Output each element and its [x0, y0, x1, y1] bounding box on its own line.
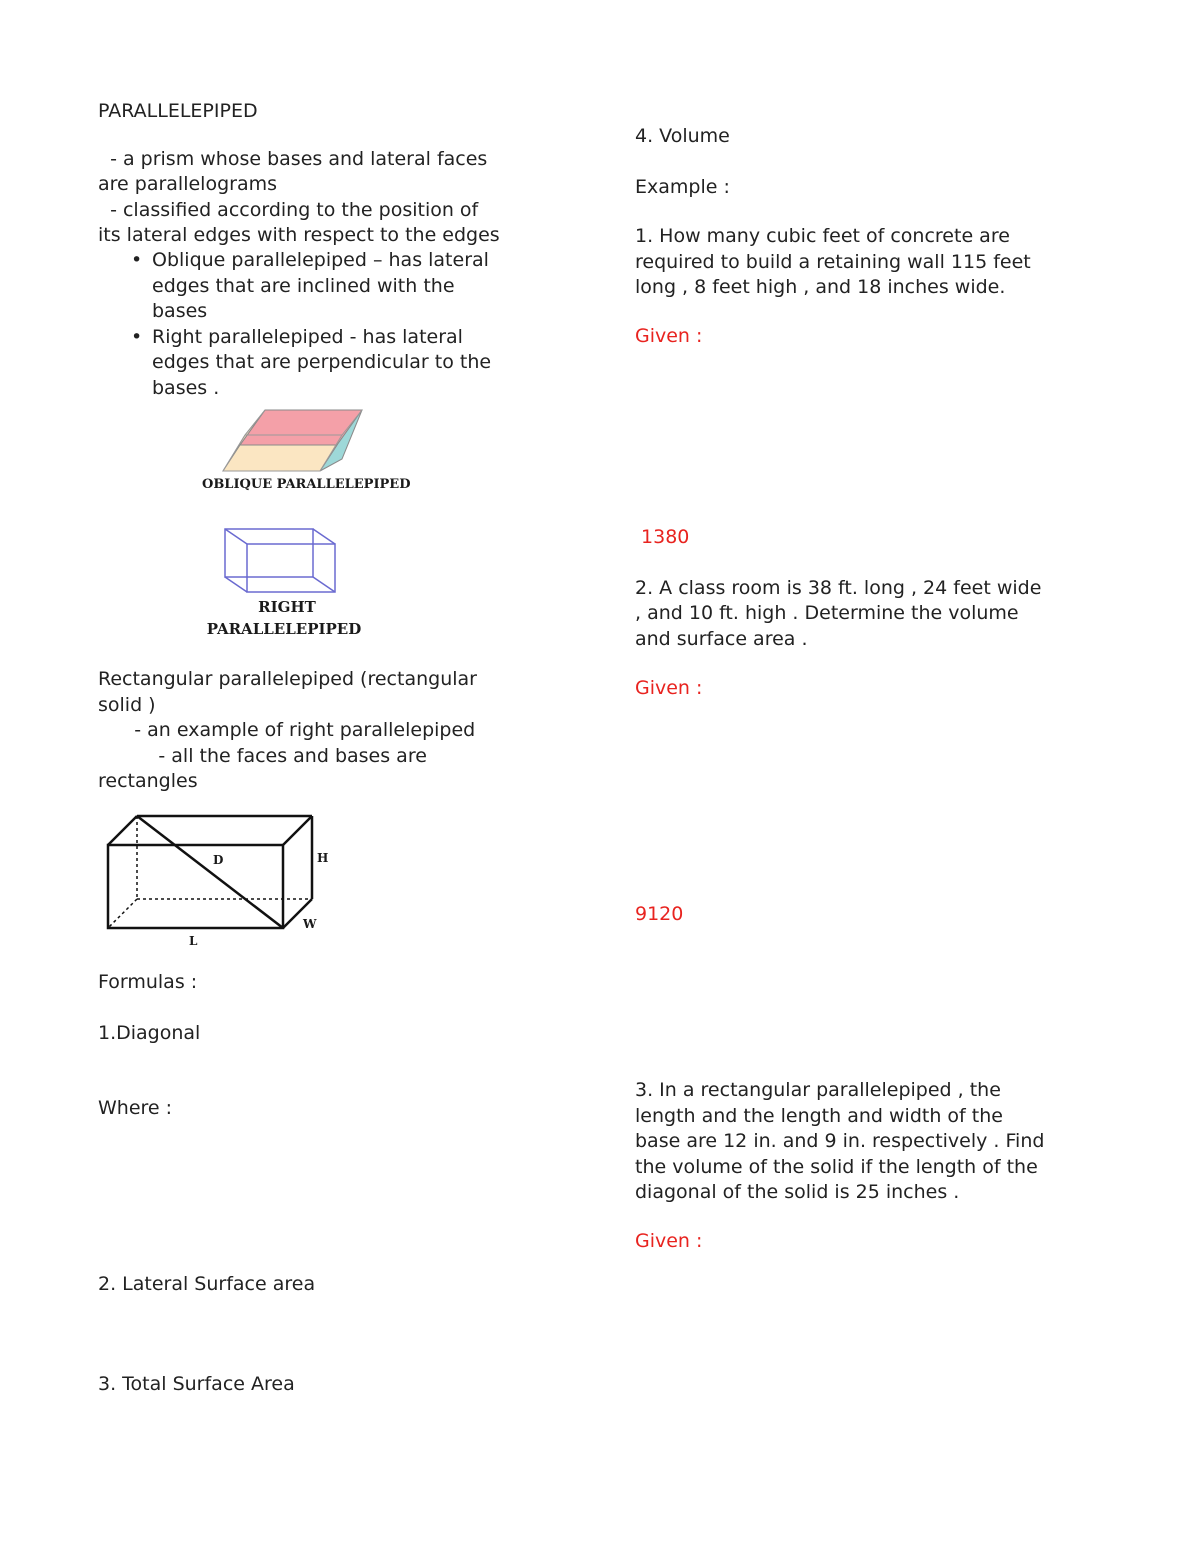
list-item-text: edges that are perpendicular to the [152, 351, 492, 373]
height-label: H [317, 851, 329, 865]
list-item [98, 325, 491, 402]
definition-line: - a prism whose bases and lateral faces [98, 148, 488, 170]
answer-2: 9120 [635, 903, 684, 925]
oblique-parallelepiped-figure [195, 405, 415, 497]
formula-total-surface-area: 3. Total Surface Area [98, 1373, 295, 1395]
rectangular-solid-line: - an example of right parallelepiped [98, 719, 476, 741]
classification-line: - classified according to the position of [98, 199, 479, 221]
question-3-line: base are 12 in. and 9 in. respectively . Find [635, 1130, 1045, 1152]
given-label-3: Given : [635, 1230, 703, 1252]
bullet-icon: • [131, 249, 143, 271]
question-3-line: the volume of the solid if the length of the [635, 1156, 1038, 1178]
bullet-icon: • [131, 325, 143, 348]
question-1-line: 1. How many cubic feet of concrete are [635, 225, 1010, 247]
question-1-line: required to build a retaining wall 115 feet [635, 251, 1031, 273]
formula-diagonal: 1.Diagonal [98, 1022, 201, 1044]
formulas-heading: Formulas : [98, 971, 198, 993]
parallelepiped-types-list [98, 248, 491, 401]
rectangular-solid-line: solid ) [98, 694, 156, 716]
list-item-text: bases [152, 300, 208, 322]
question-2-line: and surface area . [635, 628, 808, 650]
given-label-2: Given : [635, 677, 703, 699]
definition-line: are parallelograms [98, 173, 277, 195]
page-title: PARALLELEPIPED [98, 100, 258, 122]
length-label: L [189, 934, 198, 948]
question-3-line: length and the length and width of the [635, 1105, 1003, 1127]
right-parallelepiped-figure [200, 524, 370, 644]
figure-label: OBLIQUE PARALLELEPIPED [202, 477, 411, 492]
given-label-1: Given : [635, 325, 703, 347]
figure-label: RIGHT [258, 598, 316, 616]
question-1-line: long , 8 feet high , and 18 inches wide. [635, 276, 1006, 298]
question-2-line: 2. A class room is 38 ft. long , 24 feet wide [635, 577, 1042, 599]
rectangular-solid-line: Rectangular parallelepiped (rectangular [98, 668, 477, 690]
figure-label: PARALLELEPIPED [206, 620, 362, 638]
question-3-line: diagonal of the solid is 25 inches . [635, 1181, 960, 1203]
rectangular-solid-line: rectangles [98, 770, 198, 792]
question-2-line: , and 10 ft. high . Determine the volume [635, 602, 1019, 624]
list-item-text: edges that are inclined with the [152, 274, 455, 297]
list-item-text: Right parallelepiped - has lateral [152, 325, 463, 348]
width-label: W [303, 917, 317, 931]
list-item-text: Oblique parallelepiped – has lateral [152, 249, 489, 271]
question-3-line: 3. In a rectangular parallelepiped , the [635, 1079, 1001, 1101]
formula-lateral-surface-area: 2. Lateral Surface area [98, 1273, 316, 1295]
rectangular-box-figure [100, 810, 340, 950]
classification-line: its lateral edges with respect to the edges [98, 224, 500, 246]
list-item [98, 248, 491, 325]
answer-1: 1380 [635, 526, 690, 548]
list-item-text: bases . [152, 376, 220, 399]
rectangular-solid-line: - all the faces and bases are [98, 745, 427, 767]
diagonal-label: D [213, 853, 224, 867]
where-label: Where : [98, 1097, 173, 1119]
example-heading: Example : [635, 176, 730, 198]
formula-volume: 4. Volume [635, 125, 730, 147]
